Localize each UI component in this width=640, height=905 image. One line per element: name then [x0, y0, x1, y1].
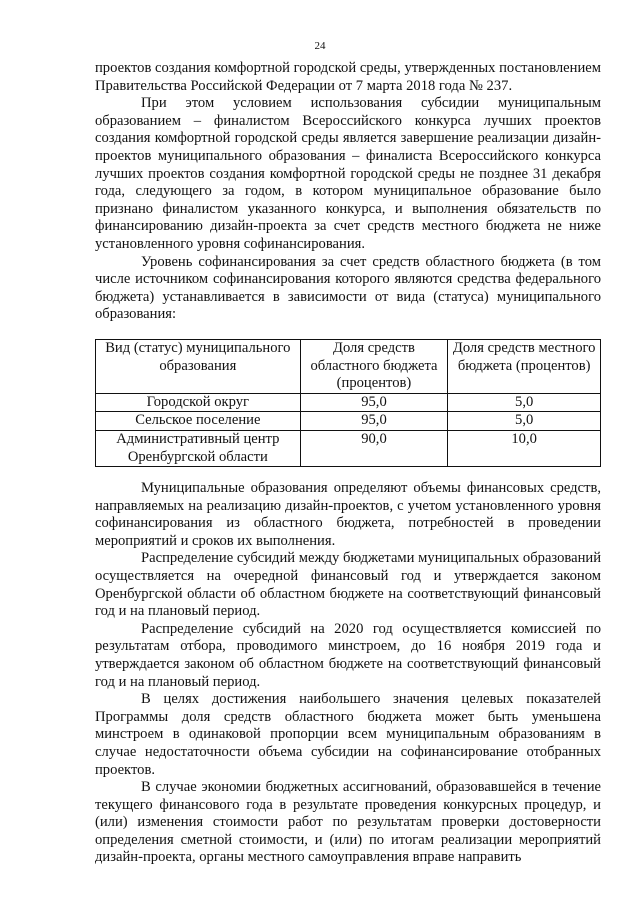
table-row	[96, 430, 601, 466]
table-cell: 95,0	[300, 412, 448, 431]
column-header: Доля средств местного бюджета (процентов)	[448, 340, 601, 394]
paragraph: При этом условием использования субсидии муниципальным образованием – финалистом Всероссийского конкурса лучших проектов создания комфортной городской среды является завершение реализации дизайн-проектов муниципального образования – финалиста Всероссийского конкурса лучших проектов создания комфортной городской среды не позднее 31 декабря года, следующего за годом, в котором муниципальное образование было признано финалистом указанного конкурса, и выполнения обязательств по финансированию дизайн-проекта за счет средств местного бюджета не ниже установленного уровня софинансирования.	[95, 95, 601, 252]
table-cell: 10,0	[448, 430, 601, 466]
paragraph: В случае экономии бюджетных ассигнований, образовавшейся в течение текущего финансового года в результате проведения конкурсных процедур, и (или) изменения стоимости работ по результатам проверки достоверности определения сметной стоимости, и (или) по итогам реализации мероприятий дизайн-проекта, органы местного самоуправления вправе направить	[95, 779, 601, 866]
document-text-top	[95, 60, 601, 324]
paragraph: В целях достижения наибольшего значения целевых показателей Программы доля средств областного бюджета может быть уменьшена минстроем в одинаковой пропорции всем муниципальным образованиям в случае недостаточности объема субсидии на софинансирование отобранных проектов.	[95, 691, 601, 778]
table-header-row	[96, 340, 601, 394]
column-header: Доля средств областного бюджета (процентов)	[300, 340, 448, 394]
table-cell: 95,0	[300, 393, 448, 412]
column-header: Вид (статус) муниципального образования	[96, 340, 301, 394]
table-row	[96, 393, 601, 412]
table-row	[96, 412, 601, 431]
table-cell: 90,0	[300, 430, 448, 466]
table-cell: Сельское поселение	[96, 412, 301, 431]
page-number: 24	[314, 40, 326, 52]
table-cell: Городской округ	[96, 393, 301, 412]
table-cell: Административный центр Оренбургской области	[96, 430, 301, 466]
paragraph: Муниципальные образования определяют объемы финансовых средств, направляемых на реализацию дизайн-проектов, с учетом установленного уровня софинансирования из областного бюджета, потребностей в проведении мероприятий и сроков их выполнения.	[95, 480, 601, 549]
cofinancing-table	[95, 339, 601, 467]
paragraph: Распределение субсидий между бюджетами муниципальных образований осуществляется на очередной финансовый год и утверждается законом Оренбургской области об областном бюджете на соответствующий финансовый год и на плановый период.	[95, 550, 601, 620]
paragraph: Распределение субсидий на 2020 год осуществляется комиссией по результатам отбора, проводимого минстроем, до 16 ноября 2019 года и утверждается законом об областном бюджете на соответствующий финансовый год и на плановый период.	[95, 620, 601, 690]
paragraph: Уровень софинансирования за счет средств областного бюджета (в том числе источником софинансирования которого являются средства федерального бюджета) устанавливается в зависимости от вида (статуса) муниципального образования:	[95, 253, 601, 323]
table-cell: 5,0	[448, 412, 601, 431]
paragraph: проектов создания комфортной городской среды, утвержденных постановлением Правительства Российской Федерации от 7 марта 2018 года № 237.	[95, 60, 601, 94]
document-text-bottom	[95, 480, 601, 867]
table-cell: 5,0	[448, 393, 601, 412]
